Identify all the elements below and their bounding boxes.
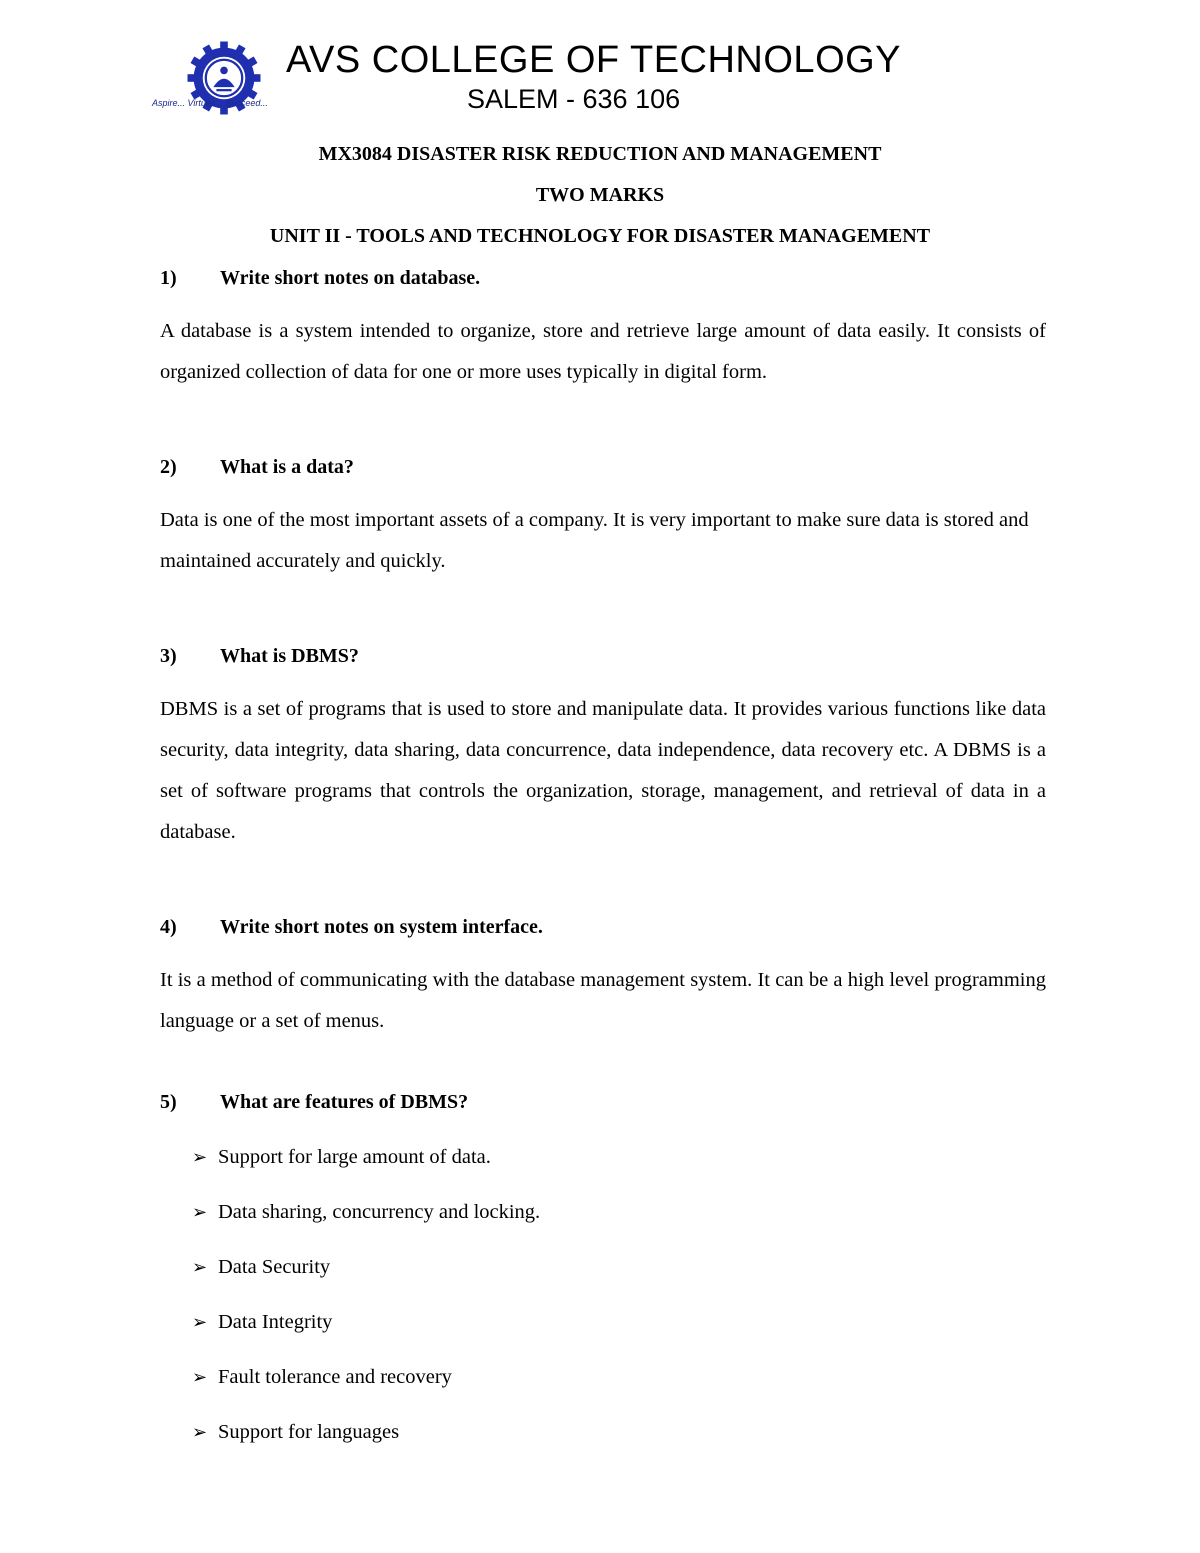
list-item bbox=[192, 1304, 540, 1359]
question-title: What is DBMS? bbox=[220, 645, 359, 667]
course-title: MX3084 DISASTER RISK REDUCTION AND MANAGEMENT bbox=[318, 143, 882, 165]
college-name: AVS COLLEGE OF TECHNOLOGY bbox=[286, 39, 902, 81]
list-item bbox=[192, 1249, 540, 1304]
list-item-text: Support for large amount of data. bbox=[218, 1146, 491, 1168]
question-number: 4) bbox=[160, 916, 177, 938]
question-title: Write short notes on system interface. bbox=[220, 916, 543, 938]
question-4-answer: It is a method of communicating with the database management system. It can be a high level programming language or a set of menus. bbox=[160, 969, 1046, 1032]
features-list bbox=[192, 1139, 540, 1469]
college-city: SALEM - 636 106 bbox=[467, 84, 681, 114]
unit-title: UNIT II - TOOLS AND TECHNOLOGY FOR DISASTER MANAGEMENT bbox=[269, 225, 931, 247]
college-header bbox=[150, 36, 970, 114]
question-title: Write short notes on database. bbox=[220, 267, 481, 289]
arrow-bullet-icon: ➢ bbox=[192, 1312, 208, 1333]
arrow-bullet-icon: ➢ bbox=[192, 1422, 208, 1443]
question-2-answer: Data is one of the most important assets of a company. It is very important to make sure data is stored and maintained accurately and quickly. bbox=[160, 509, 1029, 572]
question-number: 1) bbox=[160, 267, 177, 289]
arrow-bullet-icon: ➢ bbox=[192, 1202, 208, 1223]
list-item-text: Data sharing, concurrency and locking. bbox=[218, 1201, 541, 1223]
list-item-text: Data Security bbox=[218, 1256, 331, 1278]
list-item-text: Data Integrity bbox=[218, 1311, 333, 1333]
list-item bbox=[192, 1139, 540, 1194]
question-title: What is a data? bbox=[220, 456, 354, 478]
list-item bbox=[192, 1359, 540, 1414]
list-item-text: Fault tolerance and recovery bbox=[218, 1366, 452, 1388]
question-2-heading bbox=[160, 456, 354, 479]
question-title: What are features of DBMS? bbox=[220, 1091, 469, 1113]
list-item-text: Support for languages bbox=[218, 1421, 400, 1443]
question-1-heading bbox=[160, 267, 480, 290]
question-number: 5) bbox=[160, 1091, 177, 1113]
logo-tagline: Aspire... Virtues... Succeed... bbox=[152, 98, 268, 108]
arrow-bullet-icon: ➢ bbox=[192, 1147, 208, 1168]
question-number: 3) bbox=[160, 645, 177, 667]
question-3-answer: DBMS is a set of programs that is used to store and manipulate data. It provides various functions like data security, data integrity, data sharing, data concurrence, data independence, data recovery etc. A DBMS is a set of software programs that controls the organization, storage, management, and retrieval of data in a database. bbox=[160, 698, 1046, 843]
list-item bbox=[192, 1414, 540, 1469]
question-4-heading bbox=[160, 916, 543, 939]
arrow-bullet-icon: ➢ bbox=[192, 1367, 208, 1388]
arrow-bullet-icon: ➢ bbox=[192, 1257, 208, 1278]
question-5-heading bbox=[160, 1091, 468, 1114]
question-number: 2) bbox=[160, 456, 177, 478]
list-item bbox=[192, 1194, 540, 1249]
document-type: TWO MARKS bbox=[535, 184, 665, 206]
question-3-heading bbox=[160, 645, 359, 668]
question-1-answer: A database is a system intended to organize, store and retrieve large amount of data easily. It consists of organized collection of data for one or more uses typically in digital form. bbox=[160, 320, 1046, 383]
